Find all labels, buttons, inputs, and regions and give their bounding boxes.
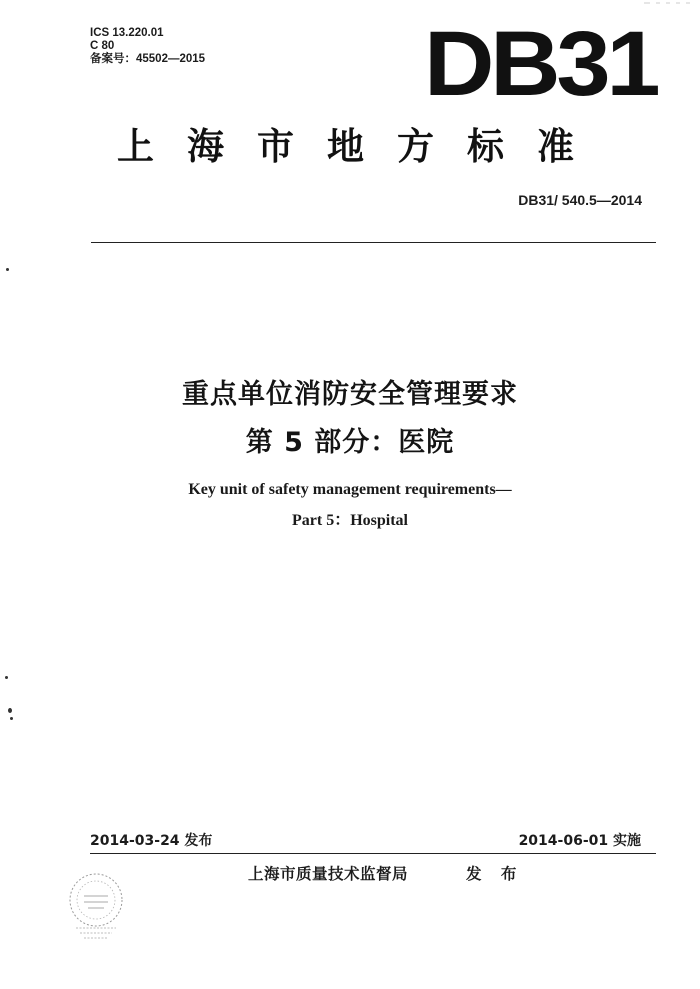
implementation-date: 2014-06-01 实施 [518, 833, 641, 849]
title-en-line1: Key unit of safety management requirements— [188, 481, 512, 498]
standard-number: DB31/ 540.5—2014 [518, 192, 642, 208]
scan-speck [10, 717, 13, 720]
issue-date: 2014-03-24 发布 [90, 833, 213, 849]
title-cn-line2: 第 5 部分：医院 [245, 427, 455, 458]
header-divider [91, 242, 656, 243]
scan-speck [5, 676, 8, 679]
scan-speck [6, 268, 9, 271]
db31-logo: DB31 [424, 13, 657, 115]
publish-label: 发 布 [466, 865, 524, 883]
ics-code: ICS 13.220.01 [90, 27, 164, 39]
standard-category: 上海市地方标准 [117, 125, 607, 168]
footer-divider [90, 853, 656, 854]
ccs-code: C 80 [90, 40, 115, 52]
header-meta [90, 27, 205, 66]
record-number: 备案号：45502—2015 [90, 53, 206, 65]
scan-artifact-icon [642, 0, 692, 6]
title-en-line2: Part 5：Hospital [292, 512, 408, 529]
publisher-name: 上海市质量技术监督局 [248, 865, 409, 883]
title-cn-line1: 重点单位消防安全管理要求 [182, 379, 518, 410]
scan-speck [8, 708, 12, 713]
seal-stamp-icon [58, 866, 134, 942]
